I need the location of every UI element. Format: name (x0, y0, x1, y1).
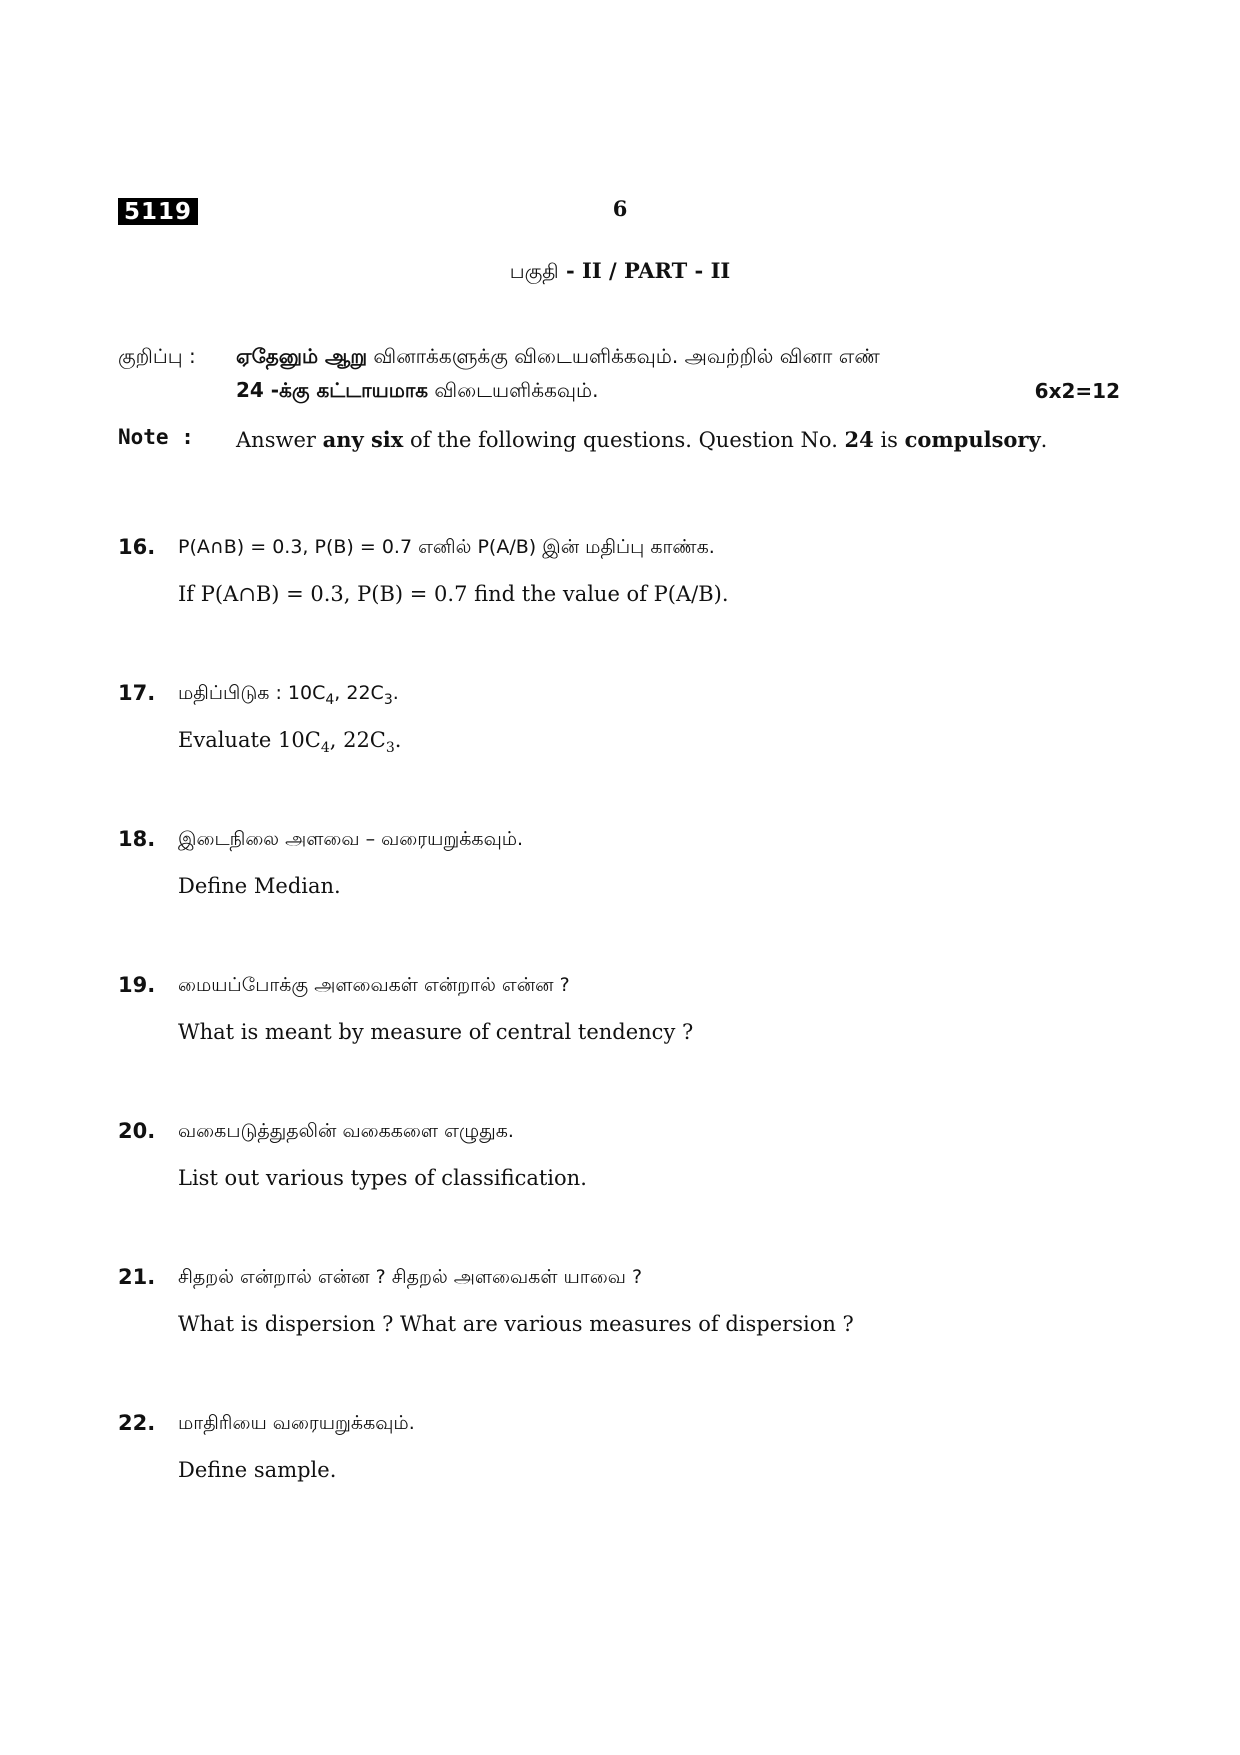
page-number: 6 (612, 196, 628, 221)
question-english: What is meant by measure of central tendency ? (178, 1020, 694, 1044)
note-tamil-line-2 (236, 378, 598, 405)
note-tamil-line-1 (236, 344, 880, 371)
note-en-text-3: is (873, 428, 905, 452)
question-number: 20. (118, 1119, 156, 1143)
note-tamil-bold-2: 24 -க்கு கட்டாயமாக (236, 378, 429, 402)
question-number: 17. (118, 681, 156, 705)
note-english-label: Note : (118, 425, 194, 449)
note-tamil-bold-1: ஏதேனும் ஆறு (236, 344, 368, 368)
q17-ta-prefix: மதிப்பிடுக : 10C (178, 682, 326, 704)
note-english-text (236, 425, 1121, 455)
paper-code: 5119 (118, 198, 198, 225)
question-tamil: P(A∩B) = 0.3, P(B) = 0.7 எனில் P(A/B) இன் மதிப்பு காண்க. (178, 536, 715, 558)
part-title-tamil: பகுதி (509, 259, 559, 283)
q17-ta-sub-a: 4 (325, 691, 335, 708)
question-english: If P(A∩B) = 0.3, P(B) = 0.7 find the value of P(A/B). (178, 582, 729, 606)
question-tamil: மையப்போக்கு அளவைகள் என்றால் என்ன ? (178, 974, 570, 996)
part-title-english: - II / PART - II (558, 258, 731, 283)
note-en-bold-3: compulsory (904, 427, 1041, 452)
q17-en-sub-a: 4 (320, 740, 330, 757)
note-tamil-text-1: வினாக்களுக்கு விடையளிக்கவும். அவற்றில் வினா எண் (367, 344, 880, 368)
note-en-text-1: Answer (236, 428, 323, 452)
question-number: 16. (118, 535, 156, 559)
q17-ta-mid: , 22C (334, 682, 384, 704)
question-english: What is dispersion ? What are various measures of dispersion ? (178, 1312, 854, 1336)
q17-en-end: . (394, 728, 402, 752)
question-english: List out various types of classification. (178, 1166, 587, 1190)
q17-en-mid: , 22C (329, 728, 386, 752)
q17-en-prefix: Evaluate 10C (178, 728, 321, 752)
question-tamil: சிதறல் என்றால் என்ன ? சிதறல் அளவைகள் யாவை ? (178, 1266, 643, 1288)
question-english: Define sample. (178, 1458, 337, 1482)
q17-ta-end: . (392, 682, 399, 704)
note-en-bold-1: any six (322, 427, 404, 452)
note-tamil-label: குறிப்பு : (118, 344, 196, 368)
marks-allocation: 6x2=12 (1034, 379, 1120, 403)
q17-ta-sub-b: 3 (383, 691, 393, 708)
question-english: Define Median. (178, 874, 341, 898)
question-tamil: மாதிரியை வரையறுக்கவும். (178, 1412, 415, 1434)
question-number: 18. (118, 827, 156, 851)
note-en-text-4: . (1040, 428, 1048, 452)
question-number: 21. (118, 1265, 156, 1289)
question-english (178, 728, 401, 756)
question-tamil: வகைபடுத்துதலின் வகைகளை எழுதுக. (178, 1120, 514, 1142)
part-title (0, 258, 1240, 286)
note-en-bold-2: 24 (844, 427, 874, 452)
question-tamil (178, 682, 399, 708)
q17-en-sub-b: 3 (385, 740, 395, 757)
note-en-text-2: of the following questions. Question No. (403, 428, 845, 452)
question-number: 19. (118, 973, 156, 997)
question-number: 22. (118, 1411, 156, 1435)
note-tamil-text-2: விடையளிக்கவும். (428, 378, 599, 402)
question-tamil: இடைநிலை அளவை – வரையறுக்கவும். (178, 828, 524, 850)
